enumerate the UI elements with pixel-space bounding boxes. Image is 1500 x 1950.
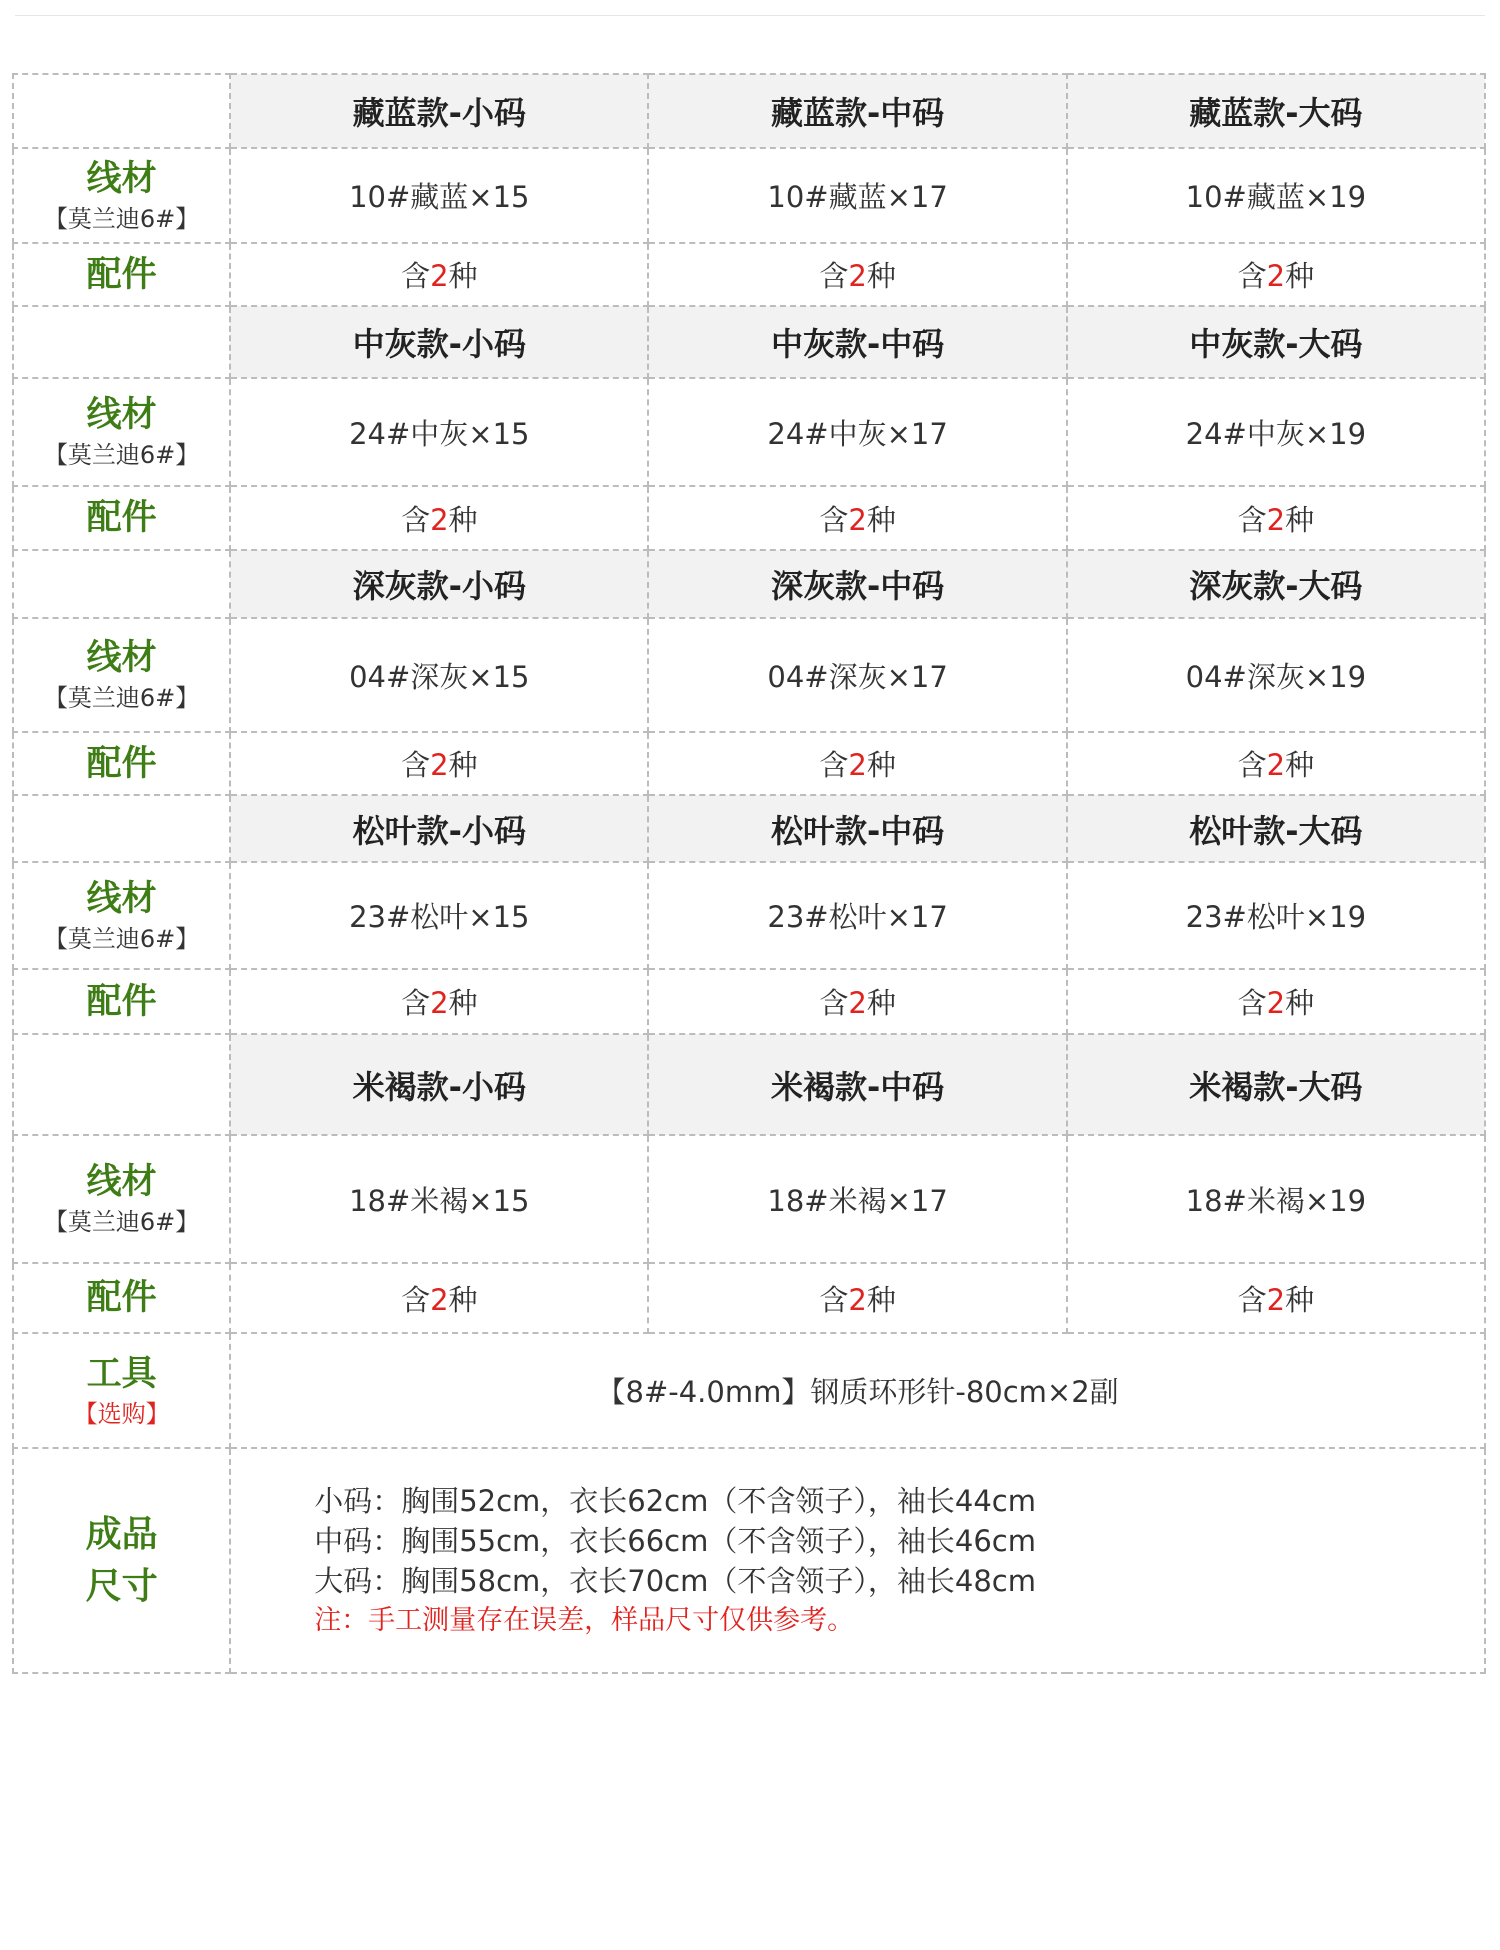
parts-count: 2 [1266, 748, 1286, 782]
header-row [13, 306, 1485, 378]
variant-header: 深灰款-小码 [230, 550, 648, 618]
parts-suffix: 种 [866, 1282, 896, 1317]
variant-header: 中灰款-大码 [1067, 306, 1485, 378]
variant-header: 深灰款-中码 [648, 550, 1066, 618]
yarn-value: 23#松叶×19 [1067, 862, 1485, 969]
variant-header: 松叶款-中码 [648, 795, 1066, 862]
yarn-label-cell [13, 862, 230, 969]
parts-count: 2 [430, 1282, 449, 1317]
parts-value [648, 1263, 1066, 1333]
tools-value: 【8#-4.0mm】钢质环形针-80cm×2副 [230, 1333, 1485, 1448]
parts-label: 配件 [86, 981, 157, 1022]
parts-value [1067, 1263, 1485, 1333]
yarn-label-cell [13, 1135, 230, 1263]
variant-header: 中灰款-小码 [230, 306, 648, 378]
parts-suffix: 种 [448, 748, 478, 782]
variant-header: 松叶款-小码 [230, 795, 648, 862]
parts-value [230, 732, 648, 795]
parts-suffix: 种 [448, 986, 478, 1020]
size-label-line1: 成品 [85, 1513, 158, 1555]
yarn-value: 04#深灰×17 [648, 618, 1066, 732]
size-note: 注：手工测量存在误差，样品尺寸仅供参考。 [314, 1604, 855, 1636]
yarn-value: 24#中灰×17 [648, 378, 1066, 486]
parts-value [1067, 243, 1485, 306]
yarn-value: 10#藏蓝×17 [648, 148, 1066, 243]
variant-header: 藏蓝款-小码 [230, 74, 648, 148]
parts-prefix: 含 [819, 502, 849, 537]
top-divider [15, 15, 1485, 16]
parts-label-cell [13, 1263, 230, 1333]
yarn-label: 线材 [86, 395, 157, 435]
yarn-sublabel: 【莫兰迪6#】 [43, 924, 200, 953]
yarn-row [13, 1135, 1485, 1263]
parts-count: 2 [430, 986, 449, 1020]
parts-count: 2 [848, 1282, 867, 1317]
parts-suffix: 种 [866, 259, 896, 293]
header-row [13, 795, 1485, 862]
variant-header: 松叶款-大码 [1067, 795, 1485, 862]
variant-header: 米褐款-大码 [1067, 1034, 1485, 1135]
parts-prefix: 含 [1237, 259, 1267, 293]
parts-suffix: 种 [1285, 986, 1315, 1020]
parts-label: 配件 [86, 498, 157, 538]
yarn-label: 线材 [86, 1162, 157, 1202]
yarn-row [13, 148, 1485, 243]
parts-suffix: 种 [1285, 502, 1315, 537]
parts-suffix: 种 [448, 259, 478, 293]
yarn-sublabel: 【莫兰迪6#】 [43, 1208, 200, 1236]
parts-prefix: 含 [1237, 502, 1267, 537]
spec-table [12, 73, 1486, 1674]
parts-prefix: 含 [401, 748, 431, 782]
parts-suffix: 种 [448, 1282, 478, 1317]
parts-prefix: 含 [819, 1282, 849, 1317]
parts-prefix: 含 [819, 748, 849, 782]
header-row [13, 1034, 1485, 1135]
parts-value [230, 486, 648, 550]
yarn-label: 线材 [86, 878, 157, 919]
parts-count: 2 [1266, 1282, 1286, 1317]
parts-label-cell [13, 243, 230, 306]
yarn-value: 18#米褐×15 [230, 1135, 648, 1263]
variant-header: 米褐款-中码 [648, 1034, 1066, 1135]
header-blank-cell [13, 306, 230, 378]
parts-row [13, 1263, 1485, 1333]
yarn-row [13, 618, 1485, 732]
parts-value [230, 969, 648, 1034]
yarn-value: 04#深灰×15 [230, 618, 648, 732]
parts-prefix: 含 [401, 259, 431, 293]
parts-prefix: 含 [401, 986, 431, 1020]
variant-header: 深灰款-大码 [1067, 550, 1485, 618]
tools-row [13, 1333, 1485, 1448]
yarn-row [13, 862, 1485, 969]
parts-value [230, 243, 648, 306]
parts-suffix: 种 [448, 502, 478, 537]
parts-count: 2 [848, 502, 867, 537]
header-row [13, 550, 1485, 618]
parts-label-cell [13, 969, 230, 1034]
parts-value [1067, 486, 1485, 550]
parts-prefix: 含 [1237, 748, 1267, 782]
yarn-label-cell [13, 378, 230, 486]
parts-count: 2 [1266, 259, 1286, 293]
parts-suffix: 种 [866, 986, 896, 1020]
parts-count: 2 [848, 748, 867, 782]
spec-table-body [13, 74, 1485, 1673]
parts-label: 配件 [86, 743, 157, 784]
parts-prefix: 含 [1237, 1282, 1267, 1317]
size-row [13, 1448, 1485, 1673]
parts-value [648, 732, 1066, 795]
yarn-value: 18#米褐×17 [648, 1135, 1066, 1263]
yarn-sublabel: 【莫兰迪6#】 [43, 684, 200, 712]
parts-suffix: 种 [1285, 748, 1315, 782]
parts-suffix: 种 [1285, 259, 1315, 293]
yarn-value: 24#中灰×19 [1067, 378, 1485, 486]
parts-count: 2 [848, 986, 867, 1020]
parts-prefix: 含 [819, 259, 849, 293]
yarn-value: 24#中灰×15 [230, 378, 648, 486]
size-details [230, 1448, 1485, 1673]
parts-label-cell [13, 486, 230, 550]
parts-count: 2 [430, 259, 449, 293]
yarn-value: 23#松叶×15 [230, 862, 648, 969]
parts-count: 2 [430, 748, 449, 782]
yarn-value: 10#藏蓝×19 [1067, 148, 1485, 243]
parts-value [648, 969, 1066, 1034]
parts-value [1067, 732, 1485, 795]
parts-count: 2 [848, 259, 867, 293]
yarn-row [13, 378, 1485, 486]
variant-header: 藏蓝款-中码 [648, 74, 1066, 148]
parts-suffix: 种 [1285, 1282, 1315, 1317]
yarn-value: 10#藏蓝×15 [230, 148, 648, 243]
parts-prefix: 含 [819, 986, 849, 1020]
parts-label: 配件 [86, 254, 157, 295]
parts-prefix: 含 [401, 502, 431, 537]
parts-value [1067, 969, 1485, 1034]
header-blank-cell [13, 74, 230, 148]
yarn-value: 18#米褐×19 [1067, 1135, 1485, 1263]
parts-row [13, 486, 1485, 550]
parts-value [230, 1263, 648, 1333]
size-label-cell [13, 1448, 230, 1673]
yarn-label: 线材 [86, 638, 157, 678]
header-blank-cell [13, 795, 230, 862]
size-line-medium: 中码：胸围55cm，衣长66cm（不含领子），袖长46cm [314, 1523, 1036, 1558]
parts-label: 配件 [86, 1278, 157, 1318]
header-blank-cell [13, 550, 230, 618]
parts-suffix: 种 [866, 502, 896, 537]
parts-count: 2 [1266, 502, 1286, 537]
variant-header: 藏蓝款-大码 [1067, 74, 1485, 148]
variant-header: 米褐款-小码 [230, 1034, 648, 1135]
parts-row [13, 969, 1485, 1034]
parts-value [648, 486, 1066, 550]
parts-label-cell [13, 732, 230, 795]
variant-header: 中灰款-中码 [648, 306, 1066, 378]
size-line-large: 大码：胸围58cm，衣长70cm（不含领子），袖长48cm [314, 1563, 1036, 1598]
yarn-label-cell [13, 618, 230, 732]
parts-value [648, 243, 1066, 306]
yarn-value: 04#深灰×19 [1067, 618, 1485, 732]
tools-label: 工具 [86, 1353, 157, 1394]
yarn-label-cell [13, 148, 230, 243]
yarn-sublabel: 【莫兰迪6#】 [43, 441, 200, 469]
yarn-value: 23#松叶×17 [648, 862, 1066, 969]
yarn-label: 线材 [86, 158, 157, 199]
parts-count: 2 [430, 502, 449, 537]
parts-prefix: 含 [1237, 986, 1267, 1020]
tools-label-cell [13, 1333, 230, 1448]
parts-row [13, 243, 1485, 306]
size-label-line2: 尺寸 [85, 1565, 158, 1607]
tools-sublabel: 【选购】 [73, 1399, 170, 1428]
parts-row [13, 732, 1485, 795]
yarn-sublabel: 【莫兰迪6#】 [43, 204, 200, 233]
header-row [13, 74, 1485, 148]
parts-suffix: 种 [866, 748, 896, 782]
parts-count: 2 [1266, 986, 1286, 1020]
size-line-small: 小码：胸围52cm，衣长62cm（不含领子），袖长44cm [314, 1483, 1036, 1518]
parts-prefix: 含 [401, 1282, 431, 1317]
header-blank-cell [13, 1034, 230, 1135]
